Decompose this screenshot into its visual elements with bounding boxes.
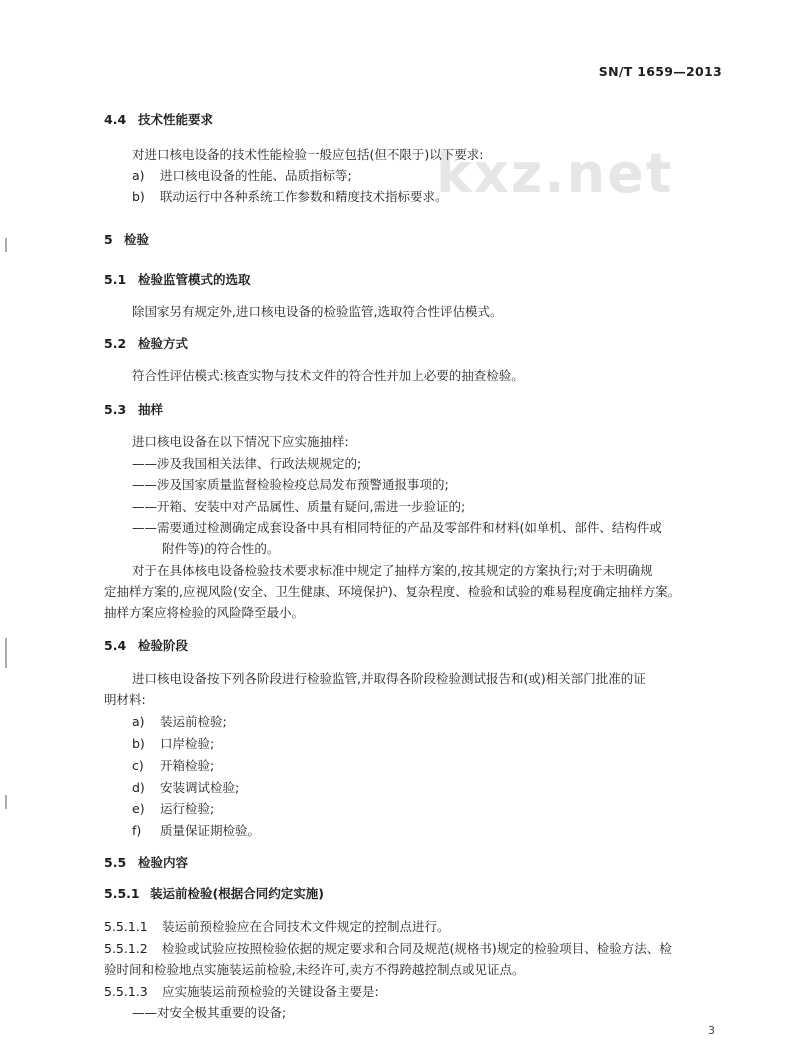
section-heading-5-2: 5.2 检验方式 <box>104 336 189 351</box>
dash-item: ——涉及我国相关法律、行政法规规定的; <box>132 456 362 471</box>
dash-item: ——需要通过检测确定成套设备中具有相同特征的产品及零部件和材料(如单机、部件、结构件或 <box>132 520 662 535</box>
standard-code: SN/T 1659—2013 <box>598 64 722 79</box>
paragraph: 对进口核电设备的技术性能检验一般应包括(但不限于)以下要求: <box>132 147 484 162</box>
list-item: b) 口岸检验; <box>132 736 215 751</box>
section-heading-5-1: 5.1 检验监管模式的选取 <box>104 272 251 287</box>
page-number: 3 <box>708 1024 715 1037</box>
scan-margin-mark <box>5 238 7 252</box>
list-item: d) 安装调试检验; <box>132 780 240 795</box>
list-item: e) 运行检验; <box>132 801 215 816</box>
list-item: b) 联动运行中各种系统工作参数和精度技术指标要求。 <box>132 189 448 204</box>
list-item: a) 装运前检验; <box>132 714 227 729</box>
section-heading-5-5: 5.5 检验内容 <box>104 855 189 870</box>
paragraph: 验时间和检验地点实施装运前检验,未经许可,卖方不得跨越控制点或见证点。 <box>104 962 525 977</box>
section-heading-5: 5 检验 <box>104 232 150 247</box>
dash-item: ——涉及国家质量监督检验检疫总局发布预警通报事项的; <box>132 477 449 492</box>
dash-item: ——对安全极其重要的设备; <box>132 1005 287 1020</box>
paragraph: 进口核电设备在以下情况下应实施抽样: <box>132 434 349 449</box>
paragraph: 进口核电设备按下列各阶段进行检验监管,并取得各阶段检验测试报告和(或)相关部门批准的证 <box>132 671 646 686</box>
section-heading-5-3: 5.3 抽样 <box>104 402 164 417</box>
dash-item-continuation: 附件等)的符合性的。 <box>162 541 280 556</box>
dash-item: ——开箱、安装中对产品属性、质量有疑问,需进一步验证的; <box>132 499 466 514</box>
paragraph: 定抽样方案的,应视风险(安全、卫生健康、环境保护)、复杂程度、检验和试验的难易程度确定抽样方案。 <box>104 584 681 599</box>
clause-5-5-1-3: 5.5.1.3 应实施装运前预检验的关键设备主要是: <box>104 984 379 999</box>
paragraph: 明材料: <box>104 692 146 707</box>
paragraph: 符合性评估模式:核查实物与技术文件的符合性并加上必要的抽查检验。 <box>132 368 524 383</box>
clause-5-5-1-1: 5.5.1.1 装运前预检验应在合同技术文件规定的控制点进行。 <box>104 919 450 934</box>
paragraph: 对于在具体核电设备检验技术要求标准中规定了抽样方案的,按其规定的方案执行;对于未明确规 <box>132 563 653 578</box>
section-heading-5-5-1: 5.5.1 装运前检验(根据合同约定实施) <box>104 886 324 901</box>
paragraph: 抽样方案应将检验的风险降至最小。 <box>104 605 305 620</box>
watermark: kxz.net <box>436 142 674 205</box>
list-item: a) 进口核电设备的性能、品质指标等; <box>132 168 352 183</box>
list-item: c) 开箱检验; <box>132 758 215 773</box>
clause-5-5-1-2: 5.5.1.2 检验或试验应按照检验依据的规定要求和合同及规范(规格书)规定的检验项目、检验方法、检 <box>104 941 672 956</box>
section-heading-4-4: 4.4 技术性能要求 <box>104 112 214 127</box>
paragraph: 除国家另有规定外,进口核电设备的检验监管,选取符合性评估模式。 <box>132 304 503 319</box>
list-item: f) 质量保证期检验。 <box>132 823 261 838</box>
section-heading-5-4: 5.4 检验阶段 <box>104 638 189 653</box>
scan-margin-mark <box>5 638 7 668</box>
scan-margin-mark <box>5 795 7 809</box>
